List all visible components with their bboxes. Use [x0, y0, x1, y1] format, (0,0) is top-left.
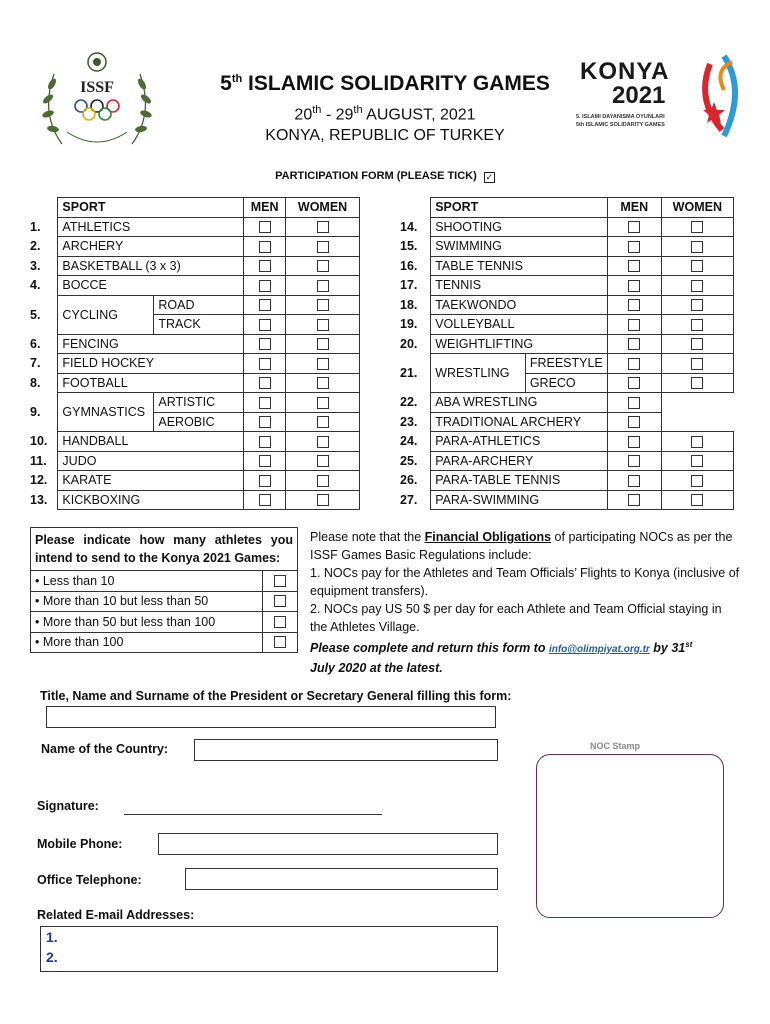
- table-row: 2. ARCHERY: [30, 237, 360, 257]
- sport-name: SWIMMING: [431, 237, 608, 257]
- women-checkbox[interactable]: [317, 358, 329, 370]
- men-checkbox[interactable]: [259, 241, 271, 253]
- table-row: 21. WRESTLING FREESTYLE: [400, 354, 734, 374]
- table-row: 27. PARA-SWIMMING: [400, 490, 734, 510]
- women-checkbox[interactable]: [317, 494, 329, 506]
- sport-name: FOOTBALL: [58, 373, 244, 393]
- men-checkbox[interactable]: [259, 221, 271, 233]
- men-checkbox[interactable]: [628, 338, 640, 350]
- sport-name: WEIGHTLIFTING: [431, 334, 608, 354]
- participation-form-title: PARTICIPATION FORM (PLEASE TICK) ✓: [275, 170, 494, 182]
- women-header: WOMEN: [661, 198, 733, 218]
- women-checkbox[interactable]: [691, 436, 703, 448]
- table-row: 18. TAEKWONDO: [400, 295, 734, 315]
- table-row: 10. HANDBALL: [30, 432, 360, 452]
- men-checkbox[interactable]: [628, 494, 640, 506]
- country-label: Name of the Country:: [41, 742, 169, 756]
- sport-header: SPORT: [58, 198, 244, 218]
- men-checkbox[interactable]: [259, 494, 271, 506]
- women-checkbox[interactable]: [317, 221, 329, 233]
- sport-name: HANDBALL: [58, 432, 244, 452]
- table-row: 25. PARA-ARCHERY: [400, 451, 734, 471]
- sport-discipline: ARTISTIC: [154, 393, 244, 413]
- women-header: WOMEN: [286, 198, 360, 218]
- sport-name: FENCING: [58, 334, 244, 354]
- sport-name: TAEKWONDO: [431, 295, 608, 315]
- men-checkbox[interactable]: [628, 221, 640, 233]
- list-item: • More than 100: [31, 633, 297, 653]
- sport-discipline: FREESTYLE: [525, 354, 607, 374]
- women-checkbox[interactable]: [691, 377, 703, 389]
- sport-name: TRADITIONAL ARCHERY: [431, 412, 608, 432]
- women-checkbox[interactable]: [317, 299, 329, 311]
- women-checkbox[interactable]: [317, 280, 329, 292]
- table-row: 13. KICKBOXING: [30, 490, 360, 510]
- men-checkbox[interactable]: [259, 475, 271, 487]
- table-row: 22. ABA WRESTLING: [400, 393, 734, 413]
- table-row: 26. PARA-TABLE TENNIS: [400, 471, 734, 491]
- table-row: 24. PARA-ATHLETICS: [400, 432, 734, 452]
- sport-discipline: GRECO: [525, 373, 607, 393]
- women-checkbox[interactable]: [691, 260, 703, 272]
- women-checkbox[interactable]: [317, 436, 329, 448]
- sport-name: JUDO: [58, 451, 244, 471]
- list-item: • More than 10 but less than 50: [31, 592, 297, 613]
- list-item: • More than 50 but less than 100: [31, 612, 297, 633]
- email-line-1: 1.: [46, 929, 58, 945]
- office-phone-field[interactable]: [185, 868, 498, 890]
- notes-item-2: 2. NOCs pay US 50 $ per day for each Athlete and Team Official staying in the Athletes Village.: [310, 602, 722, 634]
- men-header: MEN: [607, 198, 661, 218]
- men-checkbox[interactable]: [259, 455, 271, 467]
- office-label: Office Telephone:: [37, 873, 142, 887]
- sport-name: GYMNASTICS: [58, 393, 154, 432]
- men-checkbox[interactable]: [259, 377, 271, 389]
- men-checkbox[interactable]: [259, 319, 271, 331]
- table-row: 11. JUDO: [30, 451, 360, 471]
- sport-name: WRESTLING: [431, 354, 526, 393]
- men-checkbox[interactable]: [259, 338, 271, 350]
- issf-logo-text: ISSF: [80, 79, 114, 96]
- men-checkbox[interactable]: [259, 358, 271, 370]
- count-checkbox[interactable]: [274, 616, 286, 628]
- women-checkbox[interactable]: [317, 260, 329, 272]
- table-row: 17. TENNIS: [400, 276, 734, 296]
- men-header: MEN: [244, 198, 286, 218]
- men-checkbox[interactable]: [628, 319, 640, 331]
- men-checkbox[interactable]: [628, 397, 640, 409]
- women-checkbox[interactable]: [317, 455, 329, 467]
- men-checkbox[interactable]: [628, 299, 640, 311]
- sport-name: CYCLING: [58, 295, 154, 334]
- men-checkbox[interactable]: [259, 260, 271, 272]
- men-checkbox[interactable]: [628, 260, 640, 272]
- konya-logo-line1: KONYA: [580, 58, 670, 85]
- men-checkbox[interactable]: [628, 377, 640, 389]
- sport-name: FIELD HOCKEY: [58, 354, 244, 374]
- emails-label: Related E-mail Addresses:: [37, 908, 195, 922]
- president-label: Title, Name and Surname of the President or Secretary General filling this form:: [40, 689, 512, 703]
- women-checkbox[interactable]: [317, 397, 329, 409]
- men-checkbox[interactable]: [259, 280, 271, 292]
- sport-name: ABA WRESTLING: [431, 393, 608, 413]
- financial-notes: [310, 528, 740, 677]
- return-instruction: Please complete and return this form to info@olimpiyat.org.tr by 31st July 2020 at the latest.: [310, 640, 693, 676]
- konya-logo-line2: 2021: [612, 82, 666, 109]
- women-checkbox[interactable]: [691, 455, 703, 467]
- country-field[interactable]: [194, 739, 498, 761]
- men-checkbox[interactable]: [259, 436, 271, 448]
- men-checkbox[interactable]: [628, 455, 640, 467]
- page-title: 5th ISLAMIC SOLIDARITY GAMES: [220, 72, 550, 95]
- noc-stamp-box[interactable]: [536, 754, 724, 918]
- event-place: KONYA, REPUBLIC OF TURKEY: [265, 127, 505, 144]
- sports-table-right: [400, 197, 734, 510]
- sport-name: KARATE: [58, 471, 244, 491]
- sport-name: BOCCE: [58, 276, 244, 296]
- men-checkbox[interactable]: [628, 436, 640, 448]
- table-row: 6. FENCING: [30, 334, 360, 354]
- men-checkbox[interactable]: [628, 475, 640, 487]
- sport-discipline: ROAD: [154, 295, 244, 315]
- sport-name: BASKETBALL (3 x 3): [58, 256, 244, 276]
- count-checkbox[interactable]: [274, 575, 286, 587]
- table-row: 16. TABLE TENNIS: [400, 256, 734, 276]
- list-item: • Less than 10: [31, 571, 297, 592]
- athlete-count-intro: Please indicate how many athletes you intend to send to the Konya 2021 Games:: [31, 528, 297, 571]
- sport-name: PARA-ARCHERY: [431, 451, 608, 471]
- table-row: 9. GYMNASTICS ARTISTIC: [30, 393, 360, 413]
- konya-logo-sub1: 5. ISLAMI DAYANISMA OYUNLARI: [576, 114, 665, 120]
- men-checkbox[interactable]: [628, 416, 640, 428]
- women-checkbox[interactable]: [691, 241, 703, 253]
- men-checkbox[interactable]: [259, 416, 271, 428]
- table-row: 19. VOLLEYBALL: [400, 315, 734, 335]
- stamp-label: NOC Stamp: [590, 741, 641, 751]
- women-checkbox[interactable]: [691, 280, 703, 292]
- women-checkbox[interactable]: [691, 358, 703, 370]
- table-row: 8. FOOTBALL: [30, 373, 360, 393]
- sport-name: PARA-ATHLETICS: [431, 432, 608, 452]
- men-checkbox[interactable]: [628, 358, 640, 370]
- mobile-field[interactable]: [158, 833, 498, 855]
- count-checkbox[interactable]: [274, 595, 286, 607]
- table-row: 20. WEIGHTLIFTING: [400, 334, 734, 354]
- men-checkbox[interactable]: [628, 280, 640, 292]
- table-row: 14. SHOOTING: [400, 217, 734, 237]
- women-checkbox[interactable]: [691, 299, 703, 311]
- women-checkbox[interactable]: [691, 475, 703, 487]
- men-checkbox[interactable]: [259, 397, 271, 409]
- sport-name: TABLE TENNIS: [431, 256, 608, 276]
- sport-name: TENNIS: [431, 276, 608, 296]
- count-checkbox[interactable]: [274, 636, 286, 648]
- notes-intro: Please note that the Financial Obligations of participating NOCs as per the ISSF Games Basic Regulations include:: [310, 530, 733, 562]
- women-checkbox[interactable]: [317, 416, 329, 428]
- table-row: 23. TRADITIONAL ARCHERY: [400, 412, 734, 432]
- women-checkbox[interactable]: [317, 338, 329, 350]
- email-link[interactable]: info@olimpiyat.org.tr: [548, 644, 650, 656]
- women-checkbox[interactable]: [691, 494, 703, 506]
- sport-name: PARA-TABLE TENNIS: [431, 471, 608, 491]
- women-checkbox[interactable]: [691, 338, 703, 350]
- sport-discipline: TRACK: [154, 315, 244, 335]
- sports-table-left: [30, 197, 360, 510]
- table-row: 3. BASKETBALL (3 x 3): [30, 256, 360, 276]
- men-checkbox[interactable]: [259, 299, 271, 311]
- president-name-field[interactable]: [46, 706, 496, 728]
- email-line-2: 2.: [46, 949, 58, 965]
- women-checkbox[interactable]: [317, 241, 329, 253]
- table-row: 12. KARATE: [30, 471, 360, 491]
- emails-field[interactable]: [40, 926, 498, 972]
- athlete-count-box: [30, 527, 298, 653]
- table-row: 15. SWIMMING: [400, 237, 734, 257]
- sport-name: ARCHERY: [58, 237, 244, 257]
- mobile-label: Mobile Phone:: [37, 837, 123, 851]
- women-checkbox[interactable]: [691, 319, 703, 331]
- sport-discipline: AEROBIC: [154, 412, 244, 432]
- sport-name: ATHLETICS: [58, 217, 244, 237]
- signature-label: Signature:: [37, 799, 99, 813]
- women-checkbox[interactable]: [317, 377, 329, 389]
- men-checkbox[interactable]: [628, 241, 640, 253]
- signature-line[interactable]: [124, 814, 382, 815]
- issf-logo: [32, 44, 162, 164]
- event-dates: 20th - 29th AUGUST, 2021: [294, 104, 476, 124]
- konya-logo-sub2: 5th ISLAMIC SOLIDARITY GAMES: [576, 122, 665, 128]
- table-row: 1. ATHLETICS: [30, 217, 360, 237]
- table-row: 7. FIELD HOCKEY: [30, 354, 360, 374]
- sport-name: SHOOTING: [431, 217, 608, 237]
- sport-name: VOLLEYBALL: [431, 315, 608, 335]
- notes-item-1: 1. NOCs pay for the Athletes and Team Officials’ Flights to Konya (inclusive of equipment transfers).: [310, 566, 740, 598]
- table-row: 5. CYCLING ROAD: [30, 295, 360, 315]
- sport-name: PARA-SWIMMING: [431, 490, 608, 510]
- table-row: 4. BOCCE: [30, 276, 360, 296]
- women-checkbox[interactable]: [317, 319, 329, 331]
- tick-box-icon: ✓: [485, 172, 494, 182]
- sport-name: KICKBOXING: [58, 490, 244, 510]
- women-checkbox[interactable]: [317, 475, 329, 487]
- women-checkbox[interactable]: [691, 221, 703, 233]
- sport-header: SPORT: [431, 198, 608, 218]
